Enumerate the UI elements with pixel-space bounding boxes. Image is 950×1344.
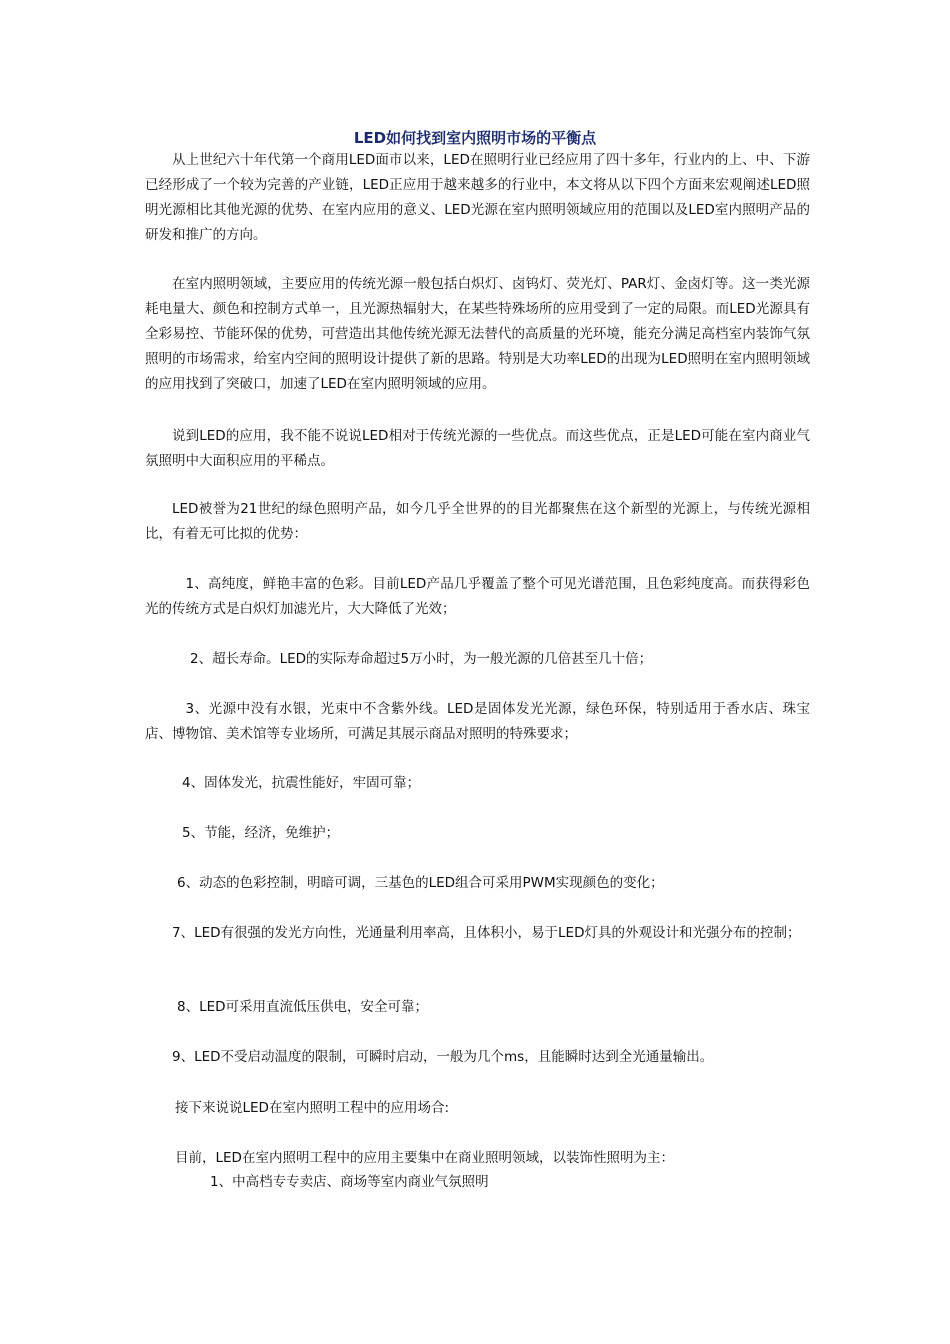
document-title: LED如何找到室内照明市场的平衡点 <box>353 129 597 147</box>
sub-list-item-1: 1、中高档专专卖店、商场等室内商业气氛照明 <box>210 1174 489 1190</box>
list-item-6: 6、动态的色彩控制，明暗可调，三基色的LED组合可采用PWM实现颜色的变化； <box>177 875 664 891</box>
list-item-5: 5、节能，经济，免维护； <box>182 825 340 841</box>
paragraph-led-advantages-intro: 说到LED的应用，我不能不说说LED相对于传统光源的一些优点。而这些优点，正是LED可能在室内商业气氛照明中大面积应用的平稀点。 <box>145 428 810 469</box>
paragraph-green-lighting: LED被誉为21世纪的绿色照明产品，如今几乎全世界的的目光都聚焦在这个新型的光源上，与传统光源相比，有着无可比拟的优势： <box>145 501 810 542</box>
list-item-3: 3、光源中没有水银，光束中不含紫外线。LED是固体发光光源，绿色环保，特别适用于香水店、珠宝店、博物馆、美术馆等专业场所，可满足其展示商品对照明的特殊要求； <box>145 701 810 742</box>
intro-paragraph: 从上世纪六十年代第一个商用LED面市以来，LED在照明行业已经应用了四十多年，行业内的上、中、下游已经形成了一个较为完善的产业链，LED正应用于越来越多的行业中，本文将从以下四个方面来宏观阐述LED照明光源相比其他光源的优势、在室内应用的意义、LED光源在室内照明领域应用的范围以及LED室内照明产品的研发和推广的方向。 <box>145 152 810 243</box>
list-item-8: 8、LED可采用直流低压供电，安全可靠； <box>177 999 429 1015</box>
list-item-4: 4、固体发光，抗震性能好，牢固可靠； <box>182 775 421 791</box>
list-item-2: 2、超长寿命。LED的实际寿命超过5万小时，为一般光源的几倍甚至几十倍； <box>190 651 653 667</box>
list-item-7: 7、LED有很强的发光方向性，光通量利用率高，且体积小，易于LED灯具的外观设计和光强分布的控制； <box>172 925 801 941</box>
list-item-1: 1、高纯度，鲜艳丰富的色彩。目前LED产品几乎覆盖了整个可见光谱范围，且色彩纯度高。而获得彩色光的传统方式是白炽灯加滤光片，大大降低了光效； <box>145 576 810 617</box>
paragraph-current-application: 目前，LED在室内照明工程中的应用主要集中在商业照明领域，以装饰性照明为主： <box>175 1150 674 1166</box>
paragraph-application-scenarios: 接下来说说LED在室内照明工程中的应用场合: <box>175 1100 449 1116</box>
paragraph-indoor-lighting: 在室内照明领域，主要应用的传统光源一般包括白炽灯、卤钨灯、荧光灯、PAR灯、金卤灯等。这一类光源耗电量大、颜色和控制方式单一，且光源热辐射大，在某些特殊场所的应用受到了一定的局限。而LED光源具有全彩易控、节能环保的优势，可营造出其他传统光源无法替代的高质量的光环境，能充分满足高档室内装饰气氛照明的市场需求，给室内空间的照明设计提供了新的思路。特别是大功率LED的出现为LED照明在室内照明领域的应用找到了突破口，加速了LED在室内照明领域的应用。 <box>145 276 810 392</box>
list-item-9: 9、LED不受启动温度的限制，可瞬时启动，一般为几个ms，且能瞬时达到全光通量输出。 <box>172 1049 714 1065</box>
